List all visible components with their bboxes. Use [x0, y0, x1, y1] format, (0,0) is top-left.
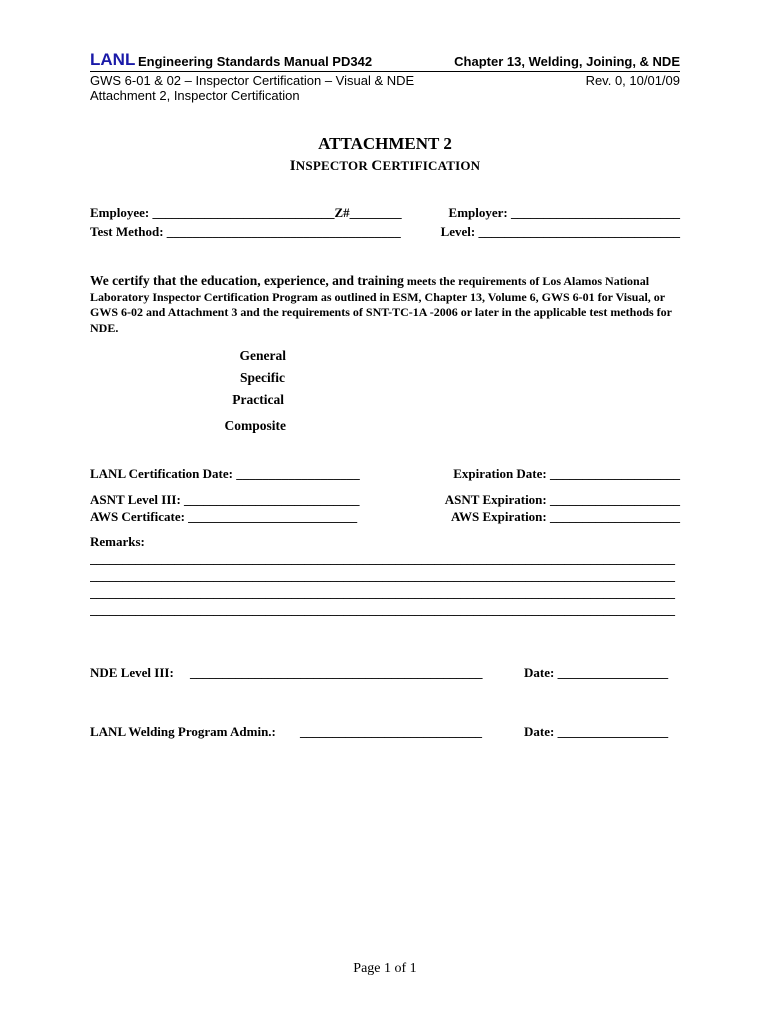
aws-expiration-field[interactable]: AWS Expiration: ____________________	[451, 509, 680, 524]
remarks-line-4[interactable]: __________________________________________________________________________________________	[90, 602, 675, 617]
page-number: Page 1 of 1	[353, 961, 417, 976]
certification-body: meets the requirements of Los Alamos National Laboratory Inspector Certification Program as outlined in ESM, Chapter 13, Volume 6, GWS 6-01 for Visual, or GWS 6-02 and Attachment 3 and the requirements of SNT-TC-1A -2006 or later in the applicable test methods for NDE.	[90, 274, 672, 335]
admin-label: LANL Welding Program Admin.:	[90, 724, 276, 739]
subtitle-cap-1: I	[289, 158, 296, 174]
revision-label: Rev. 0, 10/01/09	[585, 73, 680, 88]
nde-level-signature-line[interactable]: _____________________________________________	[190, 665, 483, 680]
lanl-logo: LANL	[90, 50, 136, 69]
header-divider	[90, 71, 680, 72]
remarks-line-2[interactable]: __________________________________________________________________________________________	[90, 568, 675, 583]
remarks-line-3[interactable]: __________________________________________________________________________________________	[90, 585, 675, 600]
subtitle-rest-1: NSPECTOR	[295, 158, 372, 173]
admin-signature-line[interactable]: ____________________________	[300, 724, 482, 739]
asnt-expiration-field[interactable]: ASNT Expiration: ____________________	[444, 492, 680, 507]
page-title: ATTACHMENT 2	[318, 134, 452, 153]
admin-date-field[interactable]: Date: _________________	[524, 724, 669, 739]
subtitle-cap-2: C	[371, 158, 383, 174]
asnt-level-field[interactable]: ASNT Level III: ___________________________	[90, 492, 360, 507]
level-field[interactable]: Level: _______________________________	[440, 224, 680, 239]
grade-composite: Composite	[224, 418, 286, 433]
employee-field[interactable]: Employee: ____________________________Z#________	[90, 205, 402, 220]
remarks-label: Remarks:	[90, 534, 145, 549]
lanl-cert-date-field[interactable]: LANL Certification Date: ___________________	[90, 466, 360, 481]
grade-practical: Practical	[232, 392, 284, 407]
subtitle-rest-2: ERTIFICATION	[382, 158, 481, 173]
grade-general: General	[239, 348, 286, 363]
manual-title: Engineering Standards Manual PD342	[138, 54, 373, 69]
header-subtitle: GWS 6-01 & 02 – Inspector Certification – Visual & NDE	[90, 73, 415, 88]
certification-statement	[90, 273, 680, 336]
nde-date-field[interactable]: Date: _________________	[524, 665, 669, 680]
grade-specific: Specific	[240, 370, 285, 385]
employer-field[interactable]: Employer: __________________________	[448, 205, 680, 220]
chapter-title: Chapter 13, Welding, Joining, & NDE	[454, 54, 680, 69]
nde-level-label: NDE Level III:	[90, 665, 174, 680]
page-subtitle	[0, 158, 770, 175]
test-method-field[interactable]: Test Method: ____________________________________	[90, 224, 401, 239]
remarks-line-1[interactable]: __________________________________________________________________________________________	[90, 551, 675, 566]
expiration-date-field[interactable]: Expiration Date: ____________________	[453, 466, 680, 481]
aws-certificate-field[interactable]: AWS Certificate: __________________________	[90, 509, 358, 524]
header-attachment: Attachment 2, Inspector Certification	[90, 88, 300, 103]
certification-lead: We certify that the education, experience, and training	[90, 273, 404, 288]
